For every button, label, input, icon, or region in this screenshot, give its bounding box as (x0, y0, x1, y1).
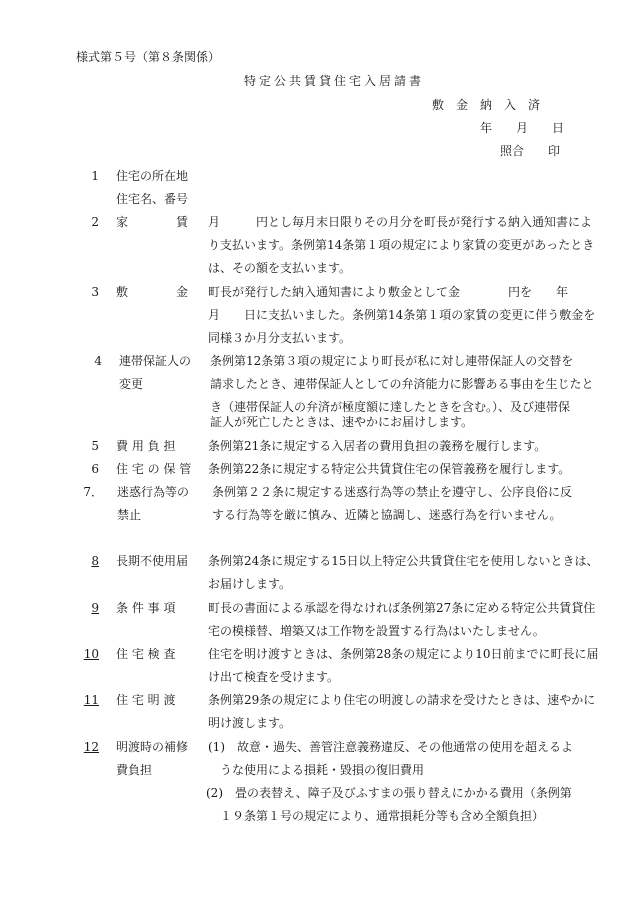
item-number: 1 (91, 169, 99, 183)
item-text: 条例第12条第３項の規定により町長が私に対し連帯保証人の交替を (210, 354, 574, 368)
item-label: 住宅名、番号 (116, 192, 189, 206)
item-label: 連帯保証人の (119, 354, 192, 368)
item-number: 2 (91, 215, 99, 229)
item-text: する行為等を厳に慎み、近隣と協調し、迷惑行為を行いません。 (212, 508, 562, 522)
item-text: き（連帯保証人の弁済が極度額に達したときを含む。）、及び連帯保 (210, 400, 571, 414)
item-text: 宅の模様替、増築又は工作物を設置する行為はいたしません。 (208, 624, 545, 638)
item-text: 証人が死亡したときは、速やかにお届けします。 (210, 415, 474, 429)
stamp-check-seal: 照合 印 (500, 144, 561, 158)
item-text: は、その額を支払います。 (208, 261, 352, 275)
item-text: うな使用による損耗・毀損の復旧費用 (220, 763, 425, 777)
item-label: 住 宅 の 保 管 (116, 462, 192, 476)
item-label: 禁止 (117, 508, 142, 522)
item-text: 条例第２２条に規定する迷惑行為等の禁止を遵守し、公序良俗に反 (212, 485, 573, 499)
item-text: 月 日に支払いました。条例第14条第１項の家賃の変更に伴う敷金を (208, 308, 596, 322)
item-number: 3 (91, 285, 99, 299)
item-number: 7． (83, 485, 103, 499)
item-number: 4 (94, 354, 102, 368)
item-text: 同様３か月分支払います。 (208, 331, 352, 345)
form-number: 様式第５号（第８条関係） (76, 50, 221, 64)
item-label: 迷惑行為等の (117, 485, 190, 499)
item-number: 8 (91, 554, 99, 568)
item-text: 条例第24条に規定する15日以上特定公共賃貸住宅を使用しないときは、 (208, 554, 599, 568)
item-label: 住 宅 検 査 (116, 647, 176, 661)
item-text: 条例第29条の規定により住宅の明渡しの請求を受けたときは、速やかに (208, 693, 596, 707)
item-label: 住宅の所在地 (116, 169, 189, 183)
item-number: 6 (91, 462, 99, 476)
item-label: 変更 (119, 377, 144, 391)
document-title: 特定公共賃貸住宅入居請書 (244, 74, 425, 88)
item-number: 10 (83, 647, 99, 661)
item-text: 町長の書面による承認を得なければ条例第27条に定める特定公共賃貸住 (208, 601, 596, 615)
item-text: 月 円とし毎月末日限りその月分を町長が発行する納入通知書によ (208, 215, 593, 229)
item-text: 町長が発行した納入通知書により敷金として金 円を 年 (208, 285, 569, 299)
item-label: 敷 金 (116, 285, 189, 299)
item-number: 5 (91, 439, 99, 453)
item-text: 明け渡します。 (208, 716, 292, 730)
item-text: (1) 故意・過失、善管注意義務違反、その他通常の使用を超えるよ (208, 740, 574, 754)
stamp-date: 年 月 日 (480, 121, 565, 135)
item-text: お届けします。 (208, 577, 292, 591)
item-text: け出て検査を受けます。 (208, 670, 340, 684)
stamp-deposit-paid: 敷 金 納 入 済 (432, 98, 541, 112)
item-text: 条例第21条に規定する入居者の費用負担の義務を履行します。 (208, 439, 547, 453)
item-text: 住宅を明け渡すときは、条例第28条の規定により10日前までに町長に届 (208, 647, 599, 661)
item-label: 条 件 事 項 (116, 601, 176, 615)
item-text: り支払います。条例第14条第１項の規定により家賃の変更があったとき (208, 238, 595, 252)
item-number: 12 (83, 740, 99, 754)
item-text: 条例第22条に規定する特定公共賃貸住宅の保管義務を履行します。 (208, 462, 571, 476)
item-text: １９条第１号の規定により、通常損耗分等も含め全額負担） (220, 809, 545, 823)
item-number: 9 (91, 601, 99, 615)
item-label: 費 用 負 担 (116, 439, 176, 453)
item-label: 家 賃 (116, 215, 189, 229)
item-number: 11 (83, 693, 99, 707)
item-text: 請求したとき、連帯保証人としての弁済能力に影響ある事由を生じたと (210, 377, 594, 391)
item-label: 費負担 (116, 763, 153, 777)
item-label: 住 宅 明 渡 (116, 693, 176, 707)
item-label: 長期不使用届 (116, 554, 189, 568)
item-text: (2) 畳の表替え、障子及びふすまの張り替えにかかる費用（条例第 (206, 786, 572, 800)
item-label: 明渡時の補修 (116, 740, 189, 754)
